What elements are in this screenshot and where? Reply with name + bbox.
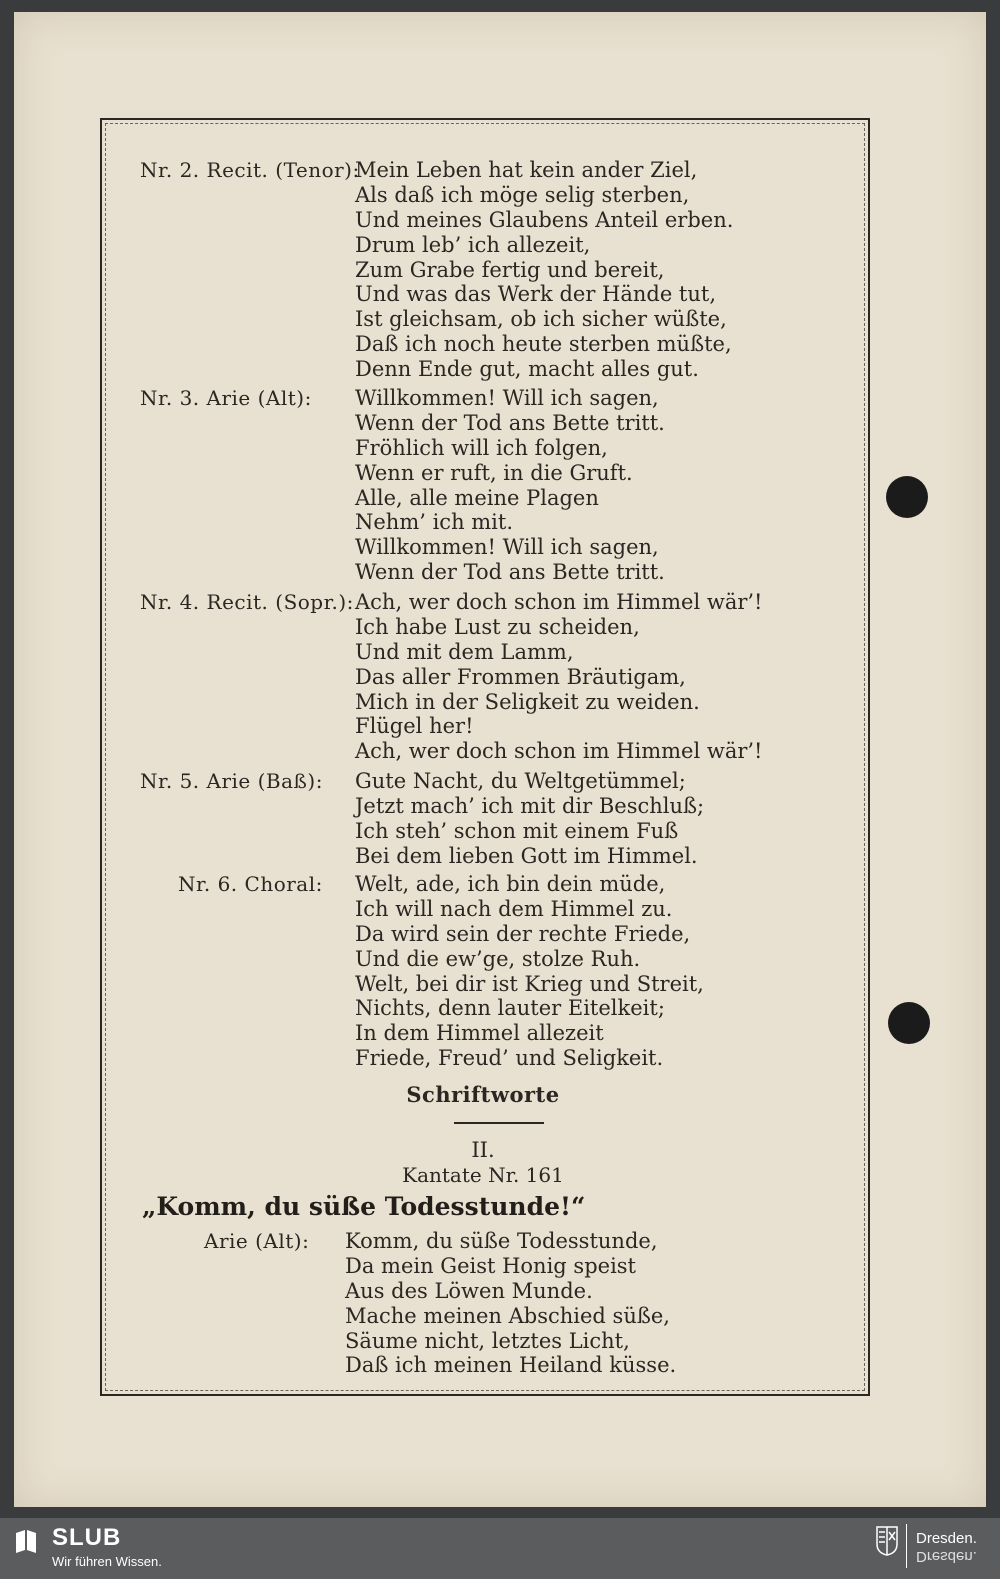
dresden-wordmark-reflection: Dresden. (916, 1548, 977, 1565)
text-line: Komm, du süße Todesstunde, (345, 1229, 658, 1253)
text-line: Und was das Werk der Hände tut, (355, 282, 717, 307)
text-line: Ist gleichsam, ob ich sicher wüßte, (355, 307, 727, 332)
section-lines (355, 590, 763, 764)
text-line: Säume nicht, letztes Licht, (345, 1328, 630, 1353)
text-line: Aus des Löwen Munde. (345, 1278, 593, 1303)
text-line: Daß ich noch heute sterben müßte, (355, 332, 732, 357)
text-line: Daß ich meinen Heiland küsse. (345, 1353, 677, 1378)
text-line: Denn Ende gut, macht alles gut. (355, 357, 699, 382)
text-line: Ach, wer doch schon im Himmel wär’! (355, 590, 763, 614)
text-line: Wenn der Tod ans Bette tritt. (355, 410, 665, 435)
text-line: Mein Leben hat kein ander Ziel, (355, 158, 698, 182)
text-line: Ich will nach dem Himmel zu. (355, 896, 673, 921)
section-label: Nr. 4. Recit. (Sopr.): (140, 590, 354, 614)
section-lines (355, 769, 704, 869)
text-line: Willkommen! Will ich sagen, (355, 386, 659, 410)
part-number: II. (471, 1138, 495, 1162)
text-line: Als daß ich möge selig sterben, (355, 182, 690, 207)
section-label: Arie (Alt): (204, 1229, 310, 1253)
cantata-title: „Komm, du süße Todesstunde!“ (142, 1192, 586, 1221)
slub-slogan: Wir führen Wissen. (52, 1554, 162, 1569)
text-line: Da wird sein der rechte Friede, (355, 921, 691, 946)
section-label: Nr. 5. Arie (Baß): (140, 769, 323, 793)
section-lines (355, 158, 733, 382)
text-line: Da mein Geist Honig speist (345, 1253, 636, 1278)
text-line: Willkommen! Will ich sagen, (355, 535, 659, 560)
text-line: Mich in der Seligkeit zu weiden. (355, 689, 700, 714)
text-line: Drum leb’ ich allezeit, (355, 232, 591, 257)
text-line: Zum Grabe fertig und bereit, (355, 257, 665, 282)
text-line: Flügel her! (355, 714, 474, 739)
text-line: Ich steh’ schon mit einem Fuß (355, 818, 679, 843)
text-line: Fröhlich will ich folgen, (355, 435, 608, 460)
footer-divider (906, 1524, 907, 1568)
text-line: Wenn der Tod ans Bette tritt. (355, 560, 665, 585)
text-line: In dem Himmel allezeit (355, 1021, 604, 1046)
section-lines (345, 1229, 676, 1378)
section-divider (454, 1122, 544, 1124)
punch-hole-top (886, 476, 928, 518)
schriftworte-heading: Schriftworte (406, 1082, 560, 1107)
text-line: Welt, bei dir ist Krieg und Streit, (355, 971, 704, 996)
text-line: Gute Nacht, du Weltgetümmel; (355, 769, 686, 793)
city-crest-icon (876, 1526, 898, 1556)
text-line: Das aller Frommen Bräutigam, (355, 664, 686, 689)
text-line: Ach, wer doch schon im Himmel wär’! (355, 739, 763, 764)
book-logo-icon (14, 1528, 38, 1554)
text-line: Jetzt mach’ ich mit dir Beschluß; (355, 793, 705, 818)
text-line: Und mit dem Lamm, (355, 639, 574, 664)
punch-hole-bottom (888, 1002, 930, 1044)
section-label: Nr. 6. Choral: (178, 872, 323, 896)
section-lines (355, 386, 665, 585)
text-line: Nichts, denn lauter Eitelkeit; (355, 996, 665, 1021)
text-line: Bei dem lieben Gott im Himmel. (355, 843, 698, 868)
text-line: Welt, ade, ich bin dein müde, (355, 872, 666, 896)
cantata-number: Kantate Nr. 161 (402, 1163, 564, 1187)
text-line: Wenn er ruft, in die Gruft. (355, 460, 633, 485)
section-label: Nr. 2. Recit. (Tenor): (140, 158, 360, 182)
dresden-wordmark[interactable]: Dresden. (916, 1530, 977, 1547)
text-line: Nehm’ ich mit. (355, 510, 514, 535)
text-line: Und die ew’ge, stolze Ruh. (355, 946, 641, 971)
text-line: Alle, alle meine Plagen (355, 485, 599, 510)
text-line: Und meines Glaubens Anteil erben. (355, 207, 734, 232)
section-lines (355, 872, 704, 1071)
slub-brand[interactable]: SLUB (52, 1524, 122, 1551)
text-line: Friede, Freud’ und Seligkeit. (355, 1046, 664, 1071)
text-line: Ich habe Lust zu scheiden, (355, 614, 640, 639)
text-line: Mache meinen Abschied süße, (345, 1303, 670, 1328)
section-label: Nr. 3. Arie (Alt): (140, 386, 312, 410)
footer-bar (0, 1518, 1000, 1579)
